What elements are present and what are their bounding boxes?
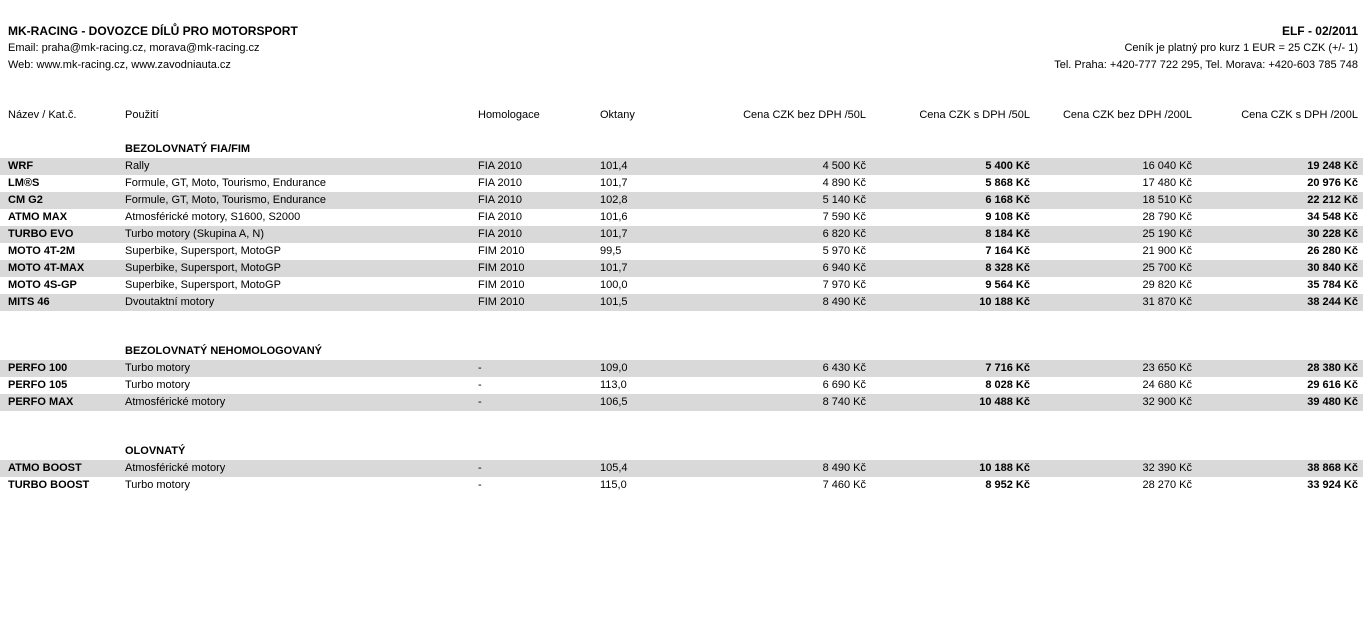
price-200l-net-cell: 23 650 Kč [1142, 362, 1192, 374]
price-50l-net-cell: 6 430 Kč [822, 362, 866, 374]
product-name-cell: MITS 46 [8, 296, 50, 308]
homologation-cell: FIA 2010 [478, 228, 523, 240]
price-200l-net-cell: 31 870 Kč [1142, 296, 1192, 308]
homologation-cell: FIM 2010 [478, 262, 525, 274]
table-row [0, 394, 1363, 411]
price-200l-net-cell: 16 040 Kč [1142, 160, 1192, 172]
product-name-cell: PERFO 105 [8, 379, 68, 391]
homologation-cell: FIA 2010 [478, 177, 523, 189]
price-200l-gross-cell: 28 380 Kč [1307, 362, 1358, 374]
octane-cell: 101,7 [600, 228, 628, 240]
price-50l-net-cell: 4 890 Kč [822, 177, 866, 189]
product-name-cell: MOTO 4S-GP [8, 279, 77, 291]
price-50l-net-cell: 6 690 Kč [822, 379, 866, 391]
usage-cell: Turbo motory [125, 362, 191, 374]
exchange-rate-note: Ceník je platný pro kurz 1 EUR = 25 CZK (+/- 1) [1124, 42, 1358, 54]
company-info-block [8, 23, 298, 74]
price-200l-gross-cell: 22 212 Kč [1307, 194, 1358, 206]
section-rows [0, 158, 1363, 311]
table-row [0, 209, 1363, 226]
price-50l-gross-cell: 6 168 Kč [985, 194, 1030, 206]
usage-cell: Formule, GT, Moto, Tourismo, Endurance [125, 194, 326, 206]
price-200l-gross-cell: 19 248 Kč [1307, 160, 1358, 172]
section-title: BEZOLOVNATÝ FIA/FIM [125, 143, 251, 155]
octane-cell: 115,0 [600, 479, 627, 491]
table-row [0, 175, 1363, 192]
octane-cell: 102,8 [600, 194, 628, 206]
table-row [0, 377, 1363, 394]
usage-cell: Superbike, Supersport, MotoGP [125, 262, 281, 274]
price-50l-gross-cell: 10 488 Kč [979, 396, 1030, 408]
price-50l-net-cell: 7 970 Kč [822, 279, 866, 291]
usage-cell: Turbo motory [125, 379, 191, 391]
price-200l-net-cell: 28 270 Kč [1142, 479, 1192, 491]
product-name-cell: MOTO 4T-2M [8, 245, 76, 257]
price-200l-net-cell: 18 510 Kč [1142, 194, 1192, 206]
price-200l-gross-cell: 38 244 Kč [1307, 296, 1358, 308]
octane-cell: 105,4 [600, 462, 628, 474]
column-header-usage: Použití [125, 109, 159, 121]
column-header-price-200l-gross: Cena CZK s DPH /200L [1241, 109, 1358, 121]
price-50l-net-cell: 8 740 Kč [822, 396, 866, 408]
price-50l-gross-cell: 7 716 Kč [985, 362, 1030, 374]
price-200l-net-cell: 28 790 Kč [1142, 211, 1192, 223]
homologation-cell: - [478, 479, 482, 491]
price-50l-gross-cell: 9 564 Kč [985, 279, 1030, 291]
price-50l-net-cell: 7 590 Kč [822, 211, 866, 223]
price-200l-gross-cell: 39 480 Kč [1307, 396, 1358, 408]
table-row [0, 460, 1363, 477]
price-50l-net-cell: 7 460 Kč [822, 479, 866, 491]
price-table [0, 141, 1363, 494]
table-row [0, 477, 1363, 494]
homologation-cell: - [478, 362, 482, 374]
octane-cell: 101,7 [600, 177, 628, 189]
price-50l-net-cell: 6 820 Kč [822, 228, 866, 240]
company-title: MK-RACING - DOVOZCE DÍLŮ PRO MOTORSPORT [8, 24, 298, 38]
table-section [0, 443, 1363, 494]
price-50l-gross-cell: 9 108 Kč [985, 211, 1030, 223]
usage-cell: Superbike, Supersport, MotoGP [125, 279, 281, 291]
price-50l-gross-cell: 7 164 Kč [985, 245, 1030, 257]
price-200l-net-cell: 25 190 Kč [1142, 228, 1192, 240]
table-column-headers [0, 107, 1363, 124]
price-50l-gross-cell: 8 952 Kč [985, 479, 1030, 491]
table-row [0, 192, 1363, 209]
price-200l-gross-cell: 29 616 Kč [1307, 379, 1358, 391]
page-header [0, 0, 1363, 74]
octane-cell: 113,0 [600, 379, 627, 391]
table-row [0, 158, 1363, 175]
column-header-price-50l-gross: Cena CZK s DPH /50L [919, 109, 1030, 121]
price-200l-net-cell: 17 480 Kč [1142, 177, 1192, 189]
price-200l-net-cell: 32 390 Kč [1142, 462, 1192, 474]
homologation-cell: - [478, 396, 482, 408]
price-200l-gross-cell: 26 280 Kč [1307, 245, 1358, 257]
price-50l-gross-cell: 8 028 Kč [985, 379, 1030, 391]
homologation-cell: FIA 2010 [478, 194, 523, 206]
price-200l-net-cell: 29 820 Kč [1142, 279, 1192, 291]
column-header-price-200l-net: Cena CZK bez DPH /200L [1062, 109, 1192, 121]
octane-cell: 101,7 [600, 262, 628, 274]
usage-cell: Rally [125, 160, 150, 172]
column-header-price-50l-net: Cena CZK bez DPH /50L [743, 109, 866, 121]
price-50l-gross-cell: 10 188 Kč [979, 296, 1030, 308]
price-50l-net-cell: 5 970 Kč [822, 245, 866, 257]
price-50l-net-cell: 8 490 Kč [822, 296, 866, 308]
product-name-cell: ATMO MAX [8, 211, 68, 223]
octane-cell: 109,0 [600, 362, 628, 374]
usage-cell: Atmosférické motory [125, 396, 226, 408]
product-name-cell: TURBO EVO [8, 228, 74, 240]
octane-cell: 101,6 [600, 211, 628, 223]
email-line: Email: praha@mk-racing.cz, morava@mk-racing.cz [8, 42, 260, 54]
section-title: BEZOLOVNATÝ NEHOMOLOGOVANÝ [125, 345, 322, 357]
octane-cell: 101,4 [600, 160, 628, 172]
table-row [0, 260, 1363, 277]
usage-cell: Turbo motory [125, 479, 191, 491]
column-header-octane: Oktany [600, 109, 635, 121]
table-section [0, 141, 1363, 311]
table-row [0, 243, 1363, 260]
price-200l-net-cell: 25 700 Kč [1142, 262, 1192, 274]
price-50l-gross-cell: 10 188 Kč [979, 462, 1030, 474]
product-name-cell: TURBO BOOST [8, 479, 90, 491]
price-200l-gross-cell: 33 924 Kč [1307, 479, 1358, 491]
table-row [0, 226, 1363, 243]
price-200l-gross-cell: 20 976 Kč [1307, 177, 1358, 189]
usage-cell: Atmosférické motory, S1600, S2000 [125, 211, 301, 223]
price-50l-net-cell: 6 940 Kč [822, 262, 866, 274]
product-name-cell: WRF [8, 160, 34, 172]
homologation-cell: FIM 2010 [478, 279, 525, 291]
column-header-name: Název / Kat.č. [8, 109, 77, 121]
octane-cell: 99,5 [600, 245, 622, 257]
table-row [0, 294, 1363, 311]
octane-cell: 106,5 [600, 396, 628, 408]
section-rows [0, 360, 1363, 411]
usage-cell: Superbike, Supersport, MotoGP [125, 245, 281, 257]
homologation-cell: FIM 2010 [478, 296, 525, 308]
homologation-cell: FIA 2010 [478, 211, 523, 223]
product-name-cell: LM®S [8, 177, 40, 189]
price-50l-gross-cell: 8 184 Kč [985, 228, 1030, 240]
product-name-cell: MOTO 4T-MAX [8, 262, 85, 274]
section-rows [0, 460, 1363, 494]
price-200l-net-cell: 32 900 Kč [1142, 396, 1192, 408]
price-200l-gross-cell: 38 868 Kč [1307, 462, 1358, 474]
product-name-cell: PERFO 100 [8, 362, 68, 374]
price-200l-net-cell: 24 680 Kč [1142, 379, 1192, 391]
table-section [0, 343, 1363, 411]
homologation-cell: FIM 2010 [478, 245, 525, 257]
homologation-cell: FIA 2010 [478, 160, 523, 172]
price-200l-gross-cell: 30 228 Kč [1307, 228, 1358, 240]
price-50l-gross-cell: 8 328 Kč [985, 262, 1030, 274]
web-line: Web: www.mk-racing.cz, www.zavodniauta.cz [8, 59, 231, 71]
product-name-cell: CM G2 [8, 194, 43, 206]
octane-cell: 100,0 [600, 279, 628, 291]
price-50l-gross-cell: 5 868 Kč [985, 177, 1030, 189]
price-200l-gross-cell: 34 548 Kč [1307, 211, 1358, 223]
doc-reference: ELF - 02/2011 [1281, 24, 1358, 38]
phone-line: Tel. Praha: +420-777 722 295, Tel. Morava: +420-603 785 748 [1054, 59, 1358, 71]
product-name-cell: ATMO BOOST [8, 462, 82, 474]
price-200l-gross-cell: 30 840 Kč [1307, 262, 1358, 274]
table-row [0, 360, 1363, 377]
product-name-cell: PERFO MAX [8, 396, 74, 408]
price-200l-gross-cell: 35 784 Kč [1307, 279, 1358, 291]
octane-cell: 101,5 [600, 296, 628, 308]
homologation-cell: - [478, 379, 482, 391]
pricelist-info-block [1054, 23, 1358, 74]
price-50l-gross-cell: 5 400 Kč [985, 160, 1030, 172]
usage-cell: Turbo motory (Skupina A, N) [125, 228, 264, 240]
price-200l-net-cell: 21 900 Kč [1142, 245, 1192, 257]
section-title: OLOVNATÝ [125, 445, 186, 457]
price-50l-net-cell: 4 500 Kč [822, 160, 866, 172]
homologation-cell: - [478, 462, 482, 474]
column-header-homologation: Homologace [478, 109, 540, 121]
table-row [0, 277, 1363, 294]
usage-cell: Formule, GT, Moto, Tourismo, Endurance [125, 177, 326, 189]
usage-cell: Dvoutaktní motory [125, 296, 215, 308]
price-50l-net-cell: 8 490 Kč [822, 462, 866, 474]
usage-cell: Atmosférické motory [125, 462, 226, 474]
price-50l-net-cell: 5 140 Kč [822, 194, 866, 206]
